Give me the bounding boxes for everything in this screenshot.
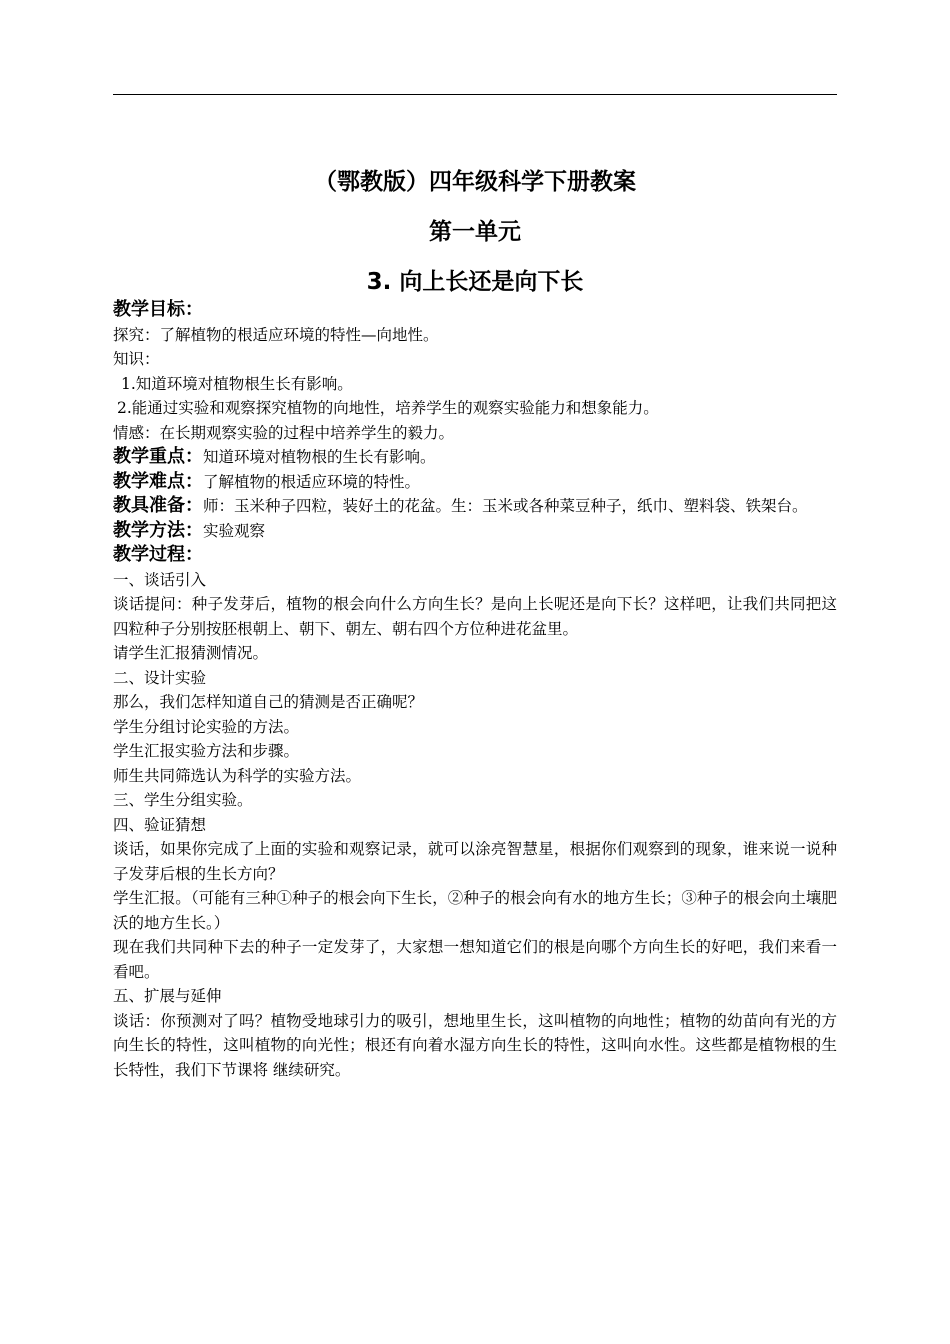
section-4-title: 四、验证猜想 <box>113 815 207 834</box>
method <box>113 519 837 544</box>
section-1-paragraph-2: 请学生汇报猜测情况。 <box>113 644 269 662</box>
unit-title: 第一单元 <box>429 219 521 245</box>
objective-knowledge-1: 1.知道环境对植物根生长有影响。 <box>121 374 353 393</box>
objective-explore: 探究：了解植物的根适应环境的特性—向地性。 <box>113 325 439 344</box>
materials-text: 师：玉米种子四粒，装好土的花盆。生：玉米或各种菜豆种子，纸巾、塑料袋、铁架台。 <box>203 497 808 515</box>
section-2-paragraph-2: 学生分组讨论实验的方法。 <box>113 717 300 736</box>
section-4-paragraph-2: 学生汇报。（可能有三种①种子的根会向下生长，②种子的根会向有水的地方生长；③种子的根会向土壤肥沃的地方生长。） <box>113 889 837 932</box>
process-heading: 教学过程： <box>113 544 203 565</box>
method-label: 教学方法： <box>113 519 203 541</box>
difficulty-label: 教学难点： <box>113 470 203 492</box>
objective-knowledge-label: 知识： <box>113 350 160 368</box>
key-point-label: 教学重点： <box>113 446 203 467</box>
materials <box>113 494 837 519</box>
section-2-paragraph-4: 师生共同筛选认为科学的实验方法。 <box>113 766 362 785</box>
materials-label: 教具准备： <box>113 495 203 516</box>
difficulty <box>113 470 837 495</box>
method-text: 实验观察 <box>203 521 266 540</box>
section-1-title: 一、谈话引入 <box>113 570 207 589</box>
title-block <box>113 157 837 307</box>
header-rule <box>113 94 837 95</box>
section-4-paragraph-3: 现在我们共同种下去的种子一定发芽了，大家想一想知道它们的根是向哪个方向生长的好吧，我们来看一看吧。 <box>113 938 837 981</box>
key-point-text: 知道环境对植物根的生长有影响。 <box>203 448 436 466</box>
lesson-body <box>113 298 837 1082</box>
section-2-paragraph-3: 学生汇报实验方法和步骤。 <box>113 742 300 760</box>
difficulty-text: 了解植物的根适应环境的特性。 <box>203 472 421 491</box>
section-1-paragraph-1: 谈话提问：种子发芽后，植物的根会向什么方向生长？是向上长呢还是向下长？这样吧，让我们共同把这四粒种子分别按胚根朝上、朝下、朝左、朝右四个方位种进花盆里。 <box>113 595 837 638</box>
section-5-title: 五、扩展与延伸 <box>113 987 222 1005</box>
key-point <box>113 445 837 470</box>
lesson-title: 3. 向上长还是向下长 <box>366 269 584 295</box>
objectives-heading: 教学目标： <box>113 299 203 320</box>
objective-emotion: 情感：在长期观察实验的过程中培养学生的毅力。 <box>113 423 455 442</box>
objective-knowledge-2: 2.能通过实验和观察探究植物的向地性，培养学生的观察实验能力和想象能力。 <box>117 399 659 417</box>
section-2-paragraph-1: 那么，我们怎样知道自己的猜测是否正确呢？ <box>113 693 424 711</box>
section-2-title: 二、设计实验 <box>113 668 207 687</box>
section-3-title: 三、学生分组实验。 <box>113 791 253 809</box>
section-5-paragraph-1: 谈话：你预测对了吗？植物受地球引力的吸引，想地里生长，这叫植物的向地性；植物的幼苗向有光的方向生长的特性，这叫植物的向光性；根还有向着水湿方向生长的特性，这叫向水性。这些都是植物根的生长特性，我们下节课将 继续研究。 <box>113 1011 837 1079</box>
section-4-paragraph-1: 谈话，如果你完成了上面的实验和观察记录，就可以涂亮智慧星，根据你们观察到的现象，谁来说一说种子发芽后根的生长方向？ <box>113 840 837 883</box>
document-title: （鄂教版）四年级科学下册教案 <box>314 169 636 195</box>
